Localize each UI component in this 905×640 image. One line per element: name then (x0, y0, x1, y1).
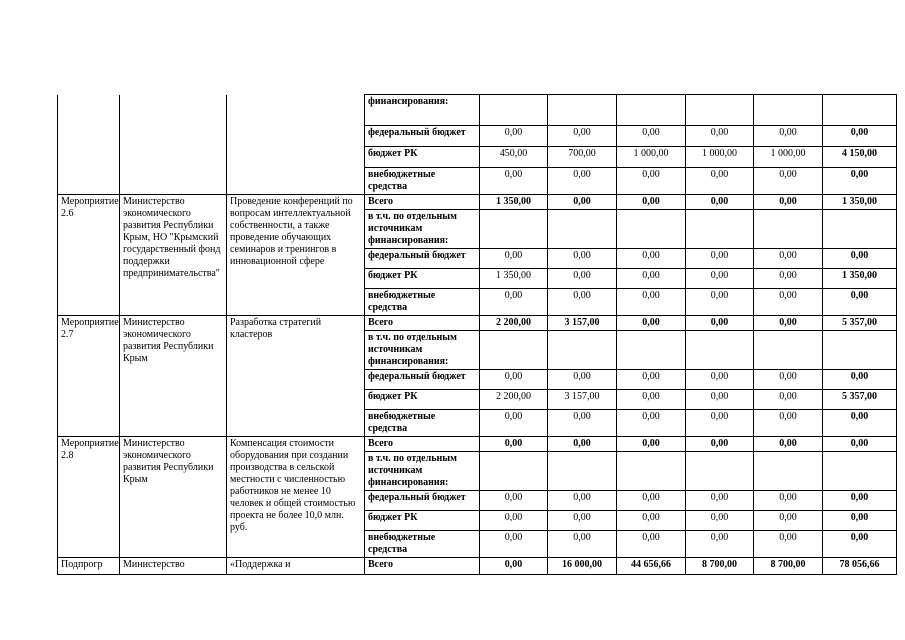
value-cell: 3 157,00 (548, 316, 617, 331)
source-cell: внебюджетные средства (365, 410, 480, 437)
value-cell (548, 95, 617, 126)
executor-cell: Министерство (120, 558, 227, 575)
value-cell: 0,00 (686, 437, 754, 452)
executor-cell: Министерство экономического развития Республики Крым, НО "Крымский государственный фонд поддержки предпринимательства" (120, 195, 227, 316)
value-cell: 1 000,00 (686, 147, 754, 168)
value-cell: 0,00 (686, 390, 754, 410)
source-cell: федеральный бюджет (365, 249, 480, 269)
value-cell: 0,00 (754, 249, 823, 269)
value-cell: 2 200,00 (480, 390, 548, 410)
measure-name-cell: Проведение конференций по вопросам интеллектуальной собственности, а также проведение обучающих семинаров и тренингов в инновационной сфере (227, 195, 365, 316)
value-cell: 0,00 (548, 410, 617, 437)
value-cell (548, 452, 617, 491)
source-cell: внебюджетные средства (365, 168, 480, 195)
value-cell: 0,00 (686, 370, 754, 390)
value-cell (617, 331, 686, 370)
sources-header-cell: в т.ч. по отдельным источникам финансирования: (365, 452, 480, 491)
value-cell: 0,00 (548, 126, 617, 147)
source-cell: внебюджетные средства (365, 289, 480, 316)
source-cell: бюджет РК (365, 147, 480, 168)
value-cell: 0,00 (617, 437, 686, 452)
value-cell (823, 452, 897, 491)
measure-name-cell: Компенсация стоимости оборудования при создании производства в сельской местности с численностью работников не менее 10 человек и общей стоимостью проекта не более 10,0 млн. руб. (227, 437, 365, 558)
value-cell: 78 056,66 (823, 558, 897, 575)
value-cell (823, 331, 897, 370)
value-cell (754, 95, 823, 126)
value-cell: 0,00 (617, 531, 686, 558)
value-cell: 2 200,00 (480, 316, 548, 331)
total-label-cell: Всего (365, 195, 480, 210)
value-cell: 0,00 (617, 410, 686, 437)
value-cell: 0,00 (548, 269, 617, 289)
value-cell: 0,00 (686, 511, 754, 531)
value-cell: 0,00 (548, 370, 617, 390)
value-cell (617, 452, 686, 491)
value-cell (823, 210, 897, 249)
value-cell: 450,00 (480, 147, 548, 168)
source-cell: федеральный бюджет (365, 126, 480, 147)
value-cell: 0,00 (754, 437, 823, 452)
value-cell: 0,00 (823, 491, 897, 511)
table-row (58, 195, 897, 210)
source-cell: внебюджетные средства (365, 531, 480, 558)
value-cell (480, 331, 548, 370)
value-cell: 0,00 (548, 289, 617, 316)
value-cell (686, 452, 754, 491)
sources-header-cell: в т.ч. по отдельным источникам финансирования: (365, 331, 480, 370)
value-cell: 5 357,00 (823, 316, 897, 331)
value-cell: 1 350,00 (480, 269, 548, 289)
value-cell: 0,00 (617, 491, 686, 511)
value-cell: 0,00 (686, 289, 754, 316)
source-cell: бюджет РК (365, 511, 480, 531)
value-cell: 0,00 (480, 126, 548, 147)
table-row (58, 437, 897, 452)
value-cell: 0,00 (480, 437, 548, 452)
value-cell (686, 331, 754, 370)
value-cell: 0,00 (823, 126, 897, 147)
value-cell: 1 000,00 (754, 147, 823, 168)
value-cell: 0,00 (480, 168, 548, 195)
value-cell: 3 157,00 (548, 390, 617, 410)
value-cell: 0,00 (548, 531, 617, 558)
value-cell: 0,00 (617, 289, 686, 316)
value-cell (754, 210, 823, 249)
value-cell: 0,00 (480, 558, 548, 575)
value-cell: 0,00 (480, 249, 548, 269)
value-cell: 0,00 (823, 410, 897, 437)
source-cell: финансирования: (365, 95, 480, 126)
value-cell: 0,00 (686, 249, 754, 269)
value-cell: 8 700,00 (754, 558, 823, 575)
value-cell: 1 000,00 (617, 147, 686, 168)
value-cell: 0,00 (548, 511, 617, 531)
value-cell: 0,00 (823, 511, 897, 531)
sources-header-cell: в т.ч. по отдельным источникам финансирования: (365, 210, 480, 249)
value-cell: 0,00 (754, 370, 823, 390)
value-cell: 0,00 (754, 289, 823, 316)
budget-table (57, 94, 897, 575)
value-cell: 0,00 (480, 410, 548, 437)
value-cell (548, 210, 617, 249)
value-cell: 0,00 (617, 195, 686, 210)
measure-name-cell (227, 95, 365, 195)
executor-cell: Министерство экономического развития Республики Крым (120, 316, 227, 437)
value-cell: 0,00 (617, 390, 686, 410)
value-cell: 0,00 (823, 289, 897, 316)
value-cell (617, 210, 686, 249)
measure-name-cell: Разработка стратегий кластеров (227, 316, 365, 437)
total-label-cell: Всего (365, 316, 480, 331)
value-cell: 0,00 (686, 269, 754, 289)
table-row (58, 95, 897, 126)
value-cell: 0,00 (686, 195, 754, 210)
value-cell: 0,00 (686, 410, 754, 437)
value-cell (686, 210, 754, 249)
value-cell: 0,00 (548, 437, 617, 452)
measure-id-cell: Мероприятие 2.8 (58, 437, 120, 558)
value-cell (686, 95, 754, 126)
value-cell: 0,00 (823, 437, 897, 452)
measure-id-cell: Мероприятие 2.6 (58, 195, 120, 316)
value-cell: 0,00 (754, 126, 823, 147)
value-cell: 0,00 (617, 370, 686, 390)
source-cell: федеральный бюджет (365, 491, 480, 511)
measure-id-cell: Мероприятие 2.7 (58, 316, 120, 437)
value-cell: 1 350,00 (823, 269, 897, 289)
value-cell: 700,00 (548, 147, 617, 168)
subprogram-id-cell: Подпрогр (58, 558, 120, 575)
value-cell: 0,00 (754, 491, 823, 511)
value-cell: 0,00 (686, 531, 754, 558)
value-cell (617, 95, 686, 126)
value-cell: 8 700,00 (686, 558, 754, 575)
value-cell: 5 357,00 (823, 390, 897, 410)
value-cell: 44 656,66 (617, 558, 686, 575)
value-cell: 0,00 (617, 316, 686, 331)
executor-cell: Министерство экономического развития Республики Крым (120, 437, 227, 558)
value-cell: 0,00 (754, 316, 823, 331)
value-cell (480, 210, 548, 249)
source-cell: бюджет РК (365, 390, 480, 410)
value-cell: 0,00 (617, 511, 686, 531)
value-cell (480, 95, 548, 126)
value-cell: 0,00 (480, 491, 548, 511)
value-cell: 0,00 (548, 249, 617, 269)
value-cell: 0,00 (686, 168, 754, 195)
value-cell (754, 452, 823, 491)
value-cell: 0,00 (480, 289, 548, 316)
value-cell (480, 452, 548, 491)
value-cell: 0,00 (823, 531, 897, 558)
value-cell: 0,00 (480, 370, 548, 390)
value-cell: 0,00 (548, 195, 617, 210)
value-cell: 0,00 (686, 126, 754, 147)
value-cell (548, 331, 617, 370)
value-cell: 16 000,00 (548, 558, 617, 575)
value-cell: 0,00 (754, 410, 823, 437)
executor-cell (120, 95, 227, 195)
value-cell (823, 95, 897, 126)
value-cell: 0,00 (823, 249, 897, 269)
value-cell: 0,00 (754, 531, 823, 558)
value-cell: 0,00 (686, 491, 754, 511)
subprogram-name-cell: «Поддержка и (227, 558, 365, 575)
value-cell: 1 350,00 (823, 195, 897, 210)
value-cell: 0,00 (754, 195, 823, 210)
table-row (58, 316, 897, 331)
measure-id-cell (58, 95, 120, 195)
source-cell: бюджет РК (365, 269, 480, 289)
value-cell: 4 150,00 (823, 147, 897, 168)
source-cell: федеральный бюджет (365, 370, 480, 390)
value-cell: 0,00 (617, 269, 686, 289)
value-cell: 0,00 (617, 126, 686, 147)
value-cell: 0,00 (617, 168, 686, 195)
value-cell: 0,00 (823, 370, 897, 390)
value-cell: 0,00 (823, 168, 897, 195)
value-cell: 0,00 (754, 269, 823, 289)
value-cell: 0,00 (548, 491, 617, 511)
value-cell: 1 350,00 (480, 195, 548, 210)
value-cell: 0,00 (754, 390, 823, 410)
value-cell: 0,00 (686, 316, 754, 331)
total-label-cell: Всего (365, 437, 480, 452)
value-cell: 0,00 (617, 249, 686, 269)
value-cell: 0,00 (480, 531, 548, 558)
table-row (58, 558, 897, 575)
value-cell (754, 331, 823, 370)
total-label-cell: Всего (365, 558, 480, 575)
value-cell: 0,00 (754, 168, 823, 195)
value-cell: 0,00 (480, 511, 548, 531)
value-cell: 0,00 (548, 168, 617, 195)
value-cell: 0,00 (754, 511, 823, 531)
